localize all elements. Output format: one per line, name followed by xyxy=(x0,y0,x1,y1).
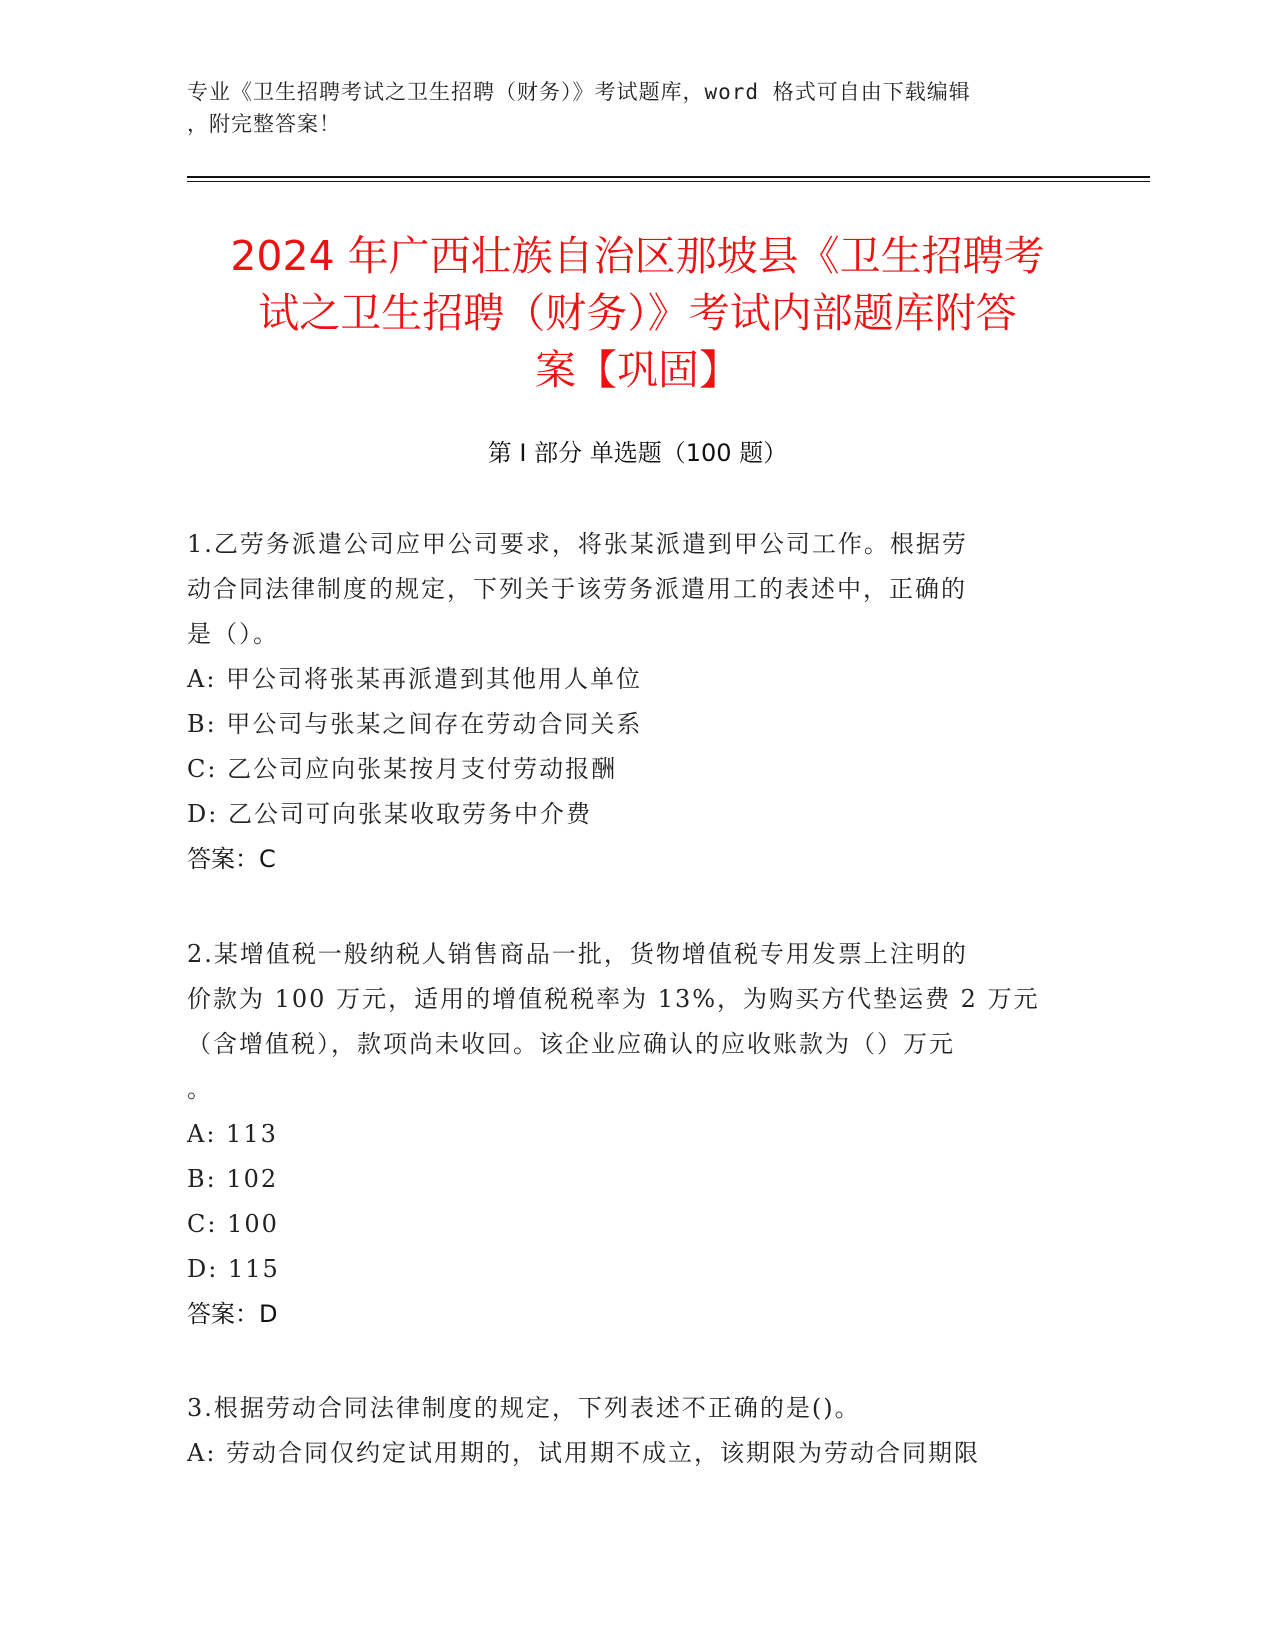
option-d: D: 115 xyxy=(187,1255,280,1283)
option-a: A: 甲公司将张某再派遣到其他用人单位 xyxy=(187,665,643,693)
title-line: 案【巩固】 xyxy=(535,346,740,394)
question-stem-line: 3.根据劳动合同法律制度的规定，下列表述不正确的是()。 xyxy=(187,1394,861,1422)
section-title: 第 I 部分 单选题（100 题） xyxy=(487,439,788,467)
header-rule-thin xyxy=(187,181,1150,182)
option-a: A: 劳动合同仅约定试用期的，试用期不成立，该期限为劳动合同期限 xyxy=(187,1439,981,1467)
document-title xyxy=(150,228,1125,399)
title-line: 试之卫生招聘（财务）》考试内部题库附答 xyxy=(258,289,1017,337)
question-stem-line: 2.某增值税一般纳税人销售商品一批，货物增值税专用发票上注明的 xyxy=(187,940,968,968)
option-b: B: 甲公司与张某之间存在劳动合同关系 xyxy=(187,710,643,738)
question-stem-line: 动合同法律制度的规定，下列关于该劳务派遣用工的表述中，正确的 xyxy=(187,575,967,603)
option-d: D: 乙公司可向张某收取劳务中介费 xyxy=(187,800,592,828)
header-note-line: ，附完整答案！ xyxy=(187,112,341,136)
answer: 答案：D xyxy=(187,1300,278,1328)
question-stem-line: 1.乙劳务派遣公司应甲公司要求，将张某派遣到甲公司工作。根据劳 xyxy=(187,530,968,558)
question-stem-line: 价款为 100 万元，适用的增值税税率为 13%，为购买方代垫运费 2 万元 xyxy=(187,985,1040,1013)
question-stem-line: （含增值税），款项尚未收回。该企业应确认的应收账款为（）万元 xyxy=(187,1030,955,1058)
option-c: C: 100 xyxy=(187,1210,279,1238)
option-a: A: 113 xyxy=(187,1120,278,1148)
answer: 答案：C xyxy=(187,845,276,873)
question-stem-line: 是（）。 xyxy=(187,620,279,648)
question-2 xyxy=(187,932,1087,1337)
header-note xyxy=(187,76,1067,140)
question-stem-line: 。 xyxy=(187,1075,213,1103)
question-1 xyxy=(187,522,1087,882)
question-3 xyxy=(187,1386,1087,1476)
option-c: C: 乙公司应向张某按月支付劳动报酬 xyxy=(187,755,618,783)
title-line: 2024 年广西壮族自治区那坡县《卫生招聘考 xyxy=(230,232,1045,280)
header-note-line: 专业《卫生招聘考试之卫生招聘（财务）》考试题库，word 格式可自由下载编辑 xyxy=(187,80,971,104)
header-rule-thick xyxy=(187,176,1150,178)
option-b: B: 102 xyxy=(187,1165,279,1193)
